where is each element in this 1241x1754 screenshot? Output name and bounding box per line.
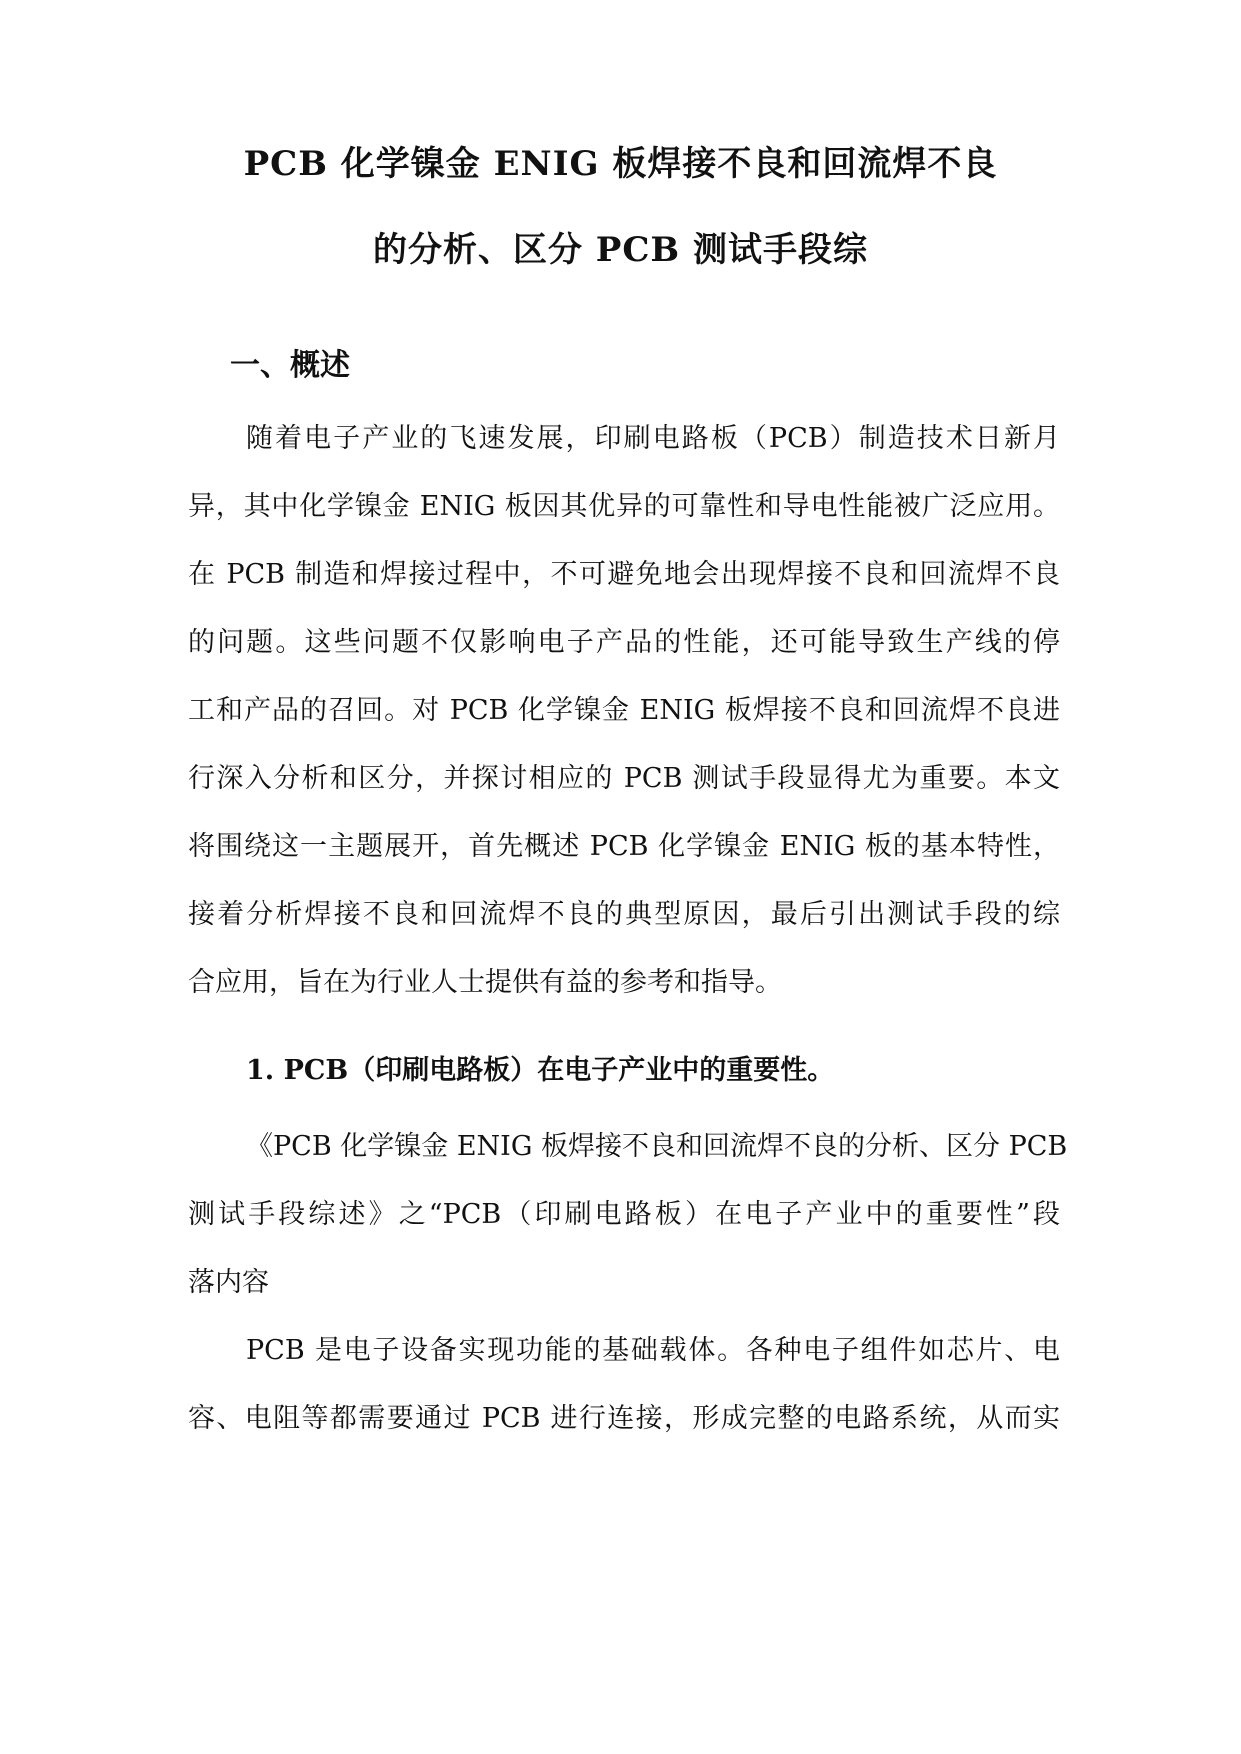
subsection-heading-pcb-importance: 1. PCB（印刷电路板）在电子产业中的重要性。 — [246, 1055, 835, 1086]
document-title-line-1: PCB 化学镍金 ENIG 板焊接不良和回流焊不良 — [243, 144, 998, 184]
paragraph-3-line-1: PCB 是电子设备实现功能的基础载体。各种电子组件如芯片、电 — [246, 1335, 1060, 1366]
paragraph-1-line-4: 的问题。这些问题不仅影响电子产品的性能，还可能导致生产线的停 — [188, 627, 1060, 658]
paragraph-1-line-8: 接着分析焊接不良和回流焊不良的典型原因，最后引出测试手段的综 — [188, 899, 1060, 930]
paragraph-2-line-1: 《PCB 化学镍金 ENIG 板焊接不良和回流焊不良的分析、区分 PCB — [246, 1131, 1068, 1162]
paragraph-1-line-3: 在 PCB 制造和焊接过程中，不可避免地会出现焊接不良和回流焊不良 — [188, 559, 1060, 590]
paragraph-1-line-6: 行深入分析和区分，并探讨相应的 PCB 测试手段显得尤为重要。本文 — [188, 763, 1060, 794]
document-title-line-2: 的分析、区分 PCB 测试手段综 — [372, 230, 869, 270]
paragraph-1-line-9: 合应用，旨在为行业人士提供有益的参考和指导。 — [188, 967, 782, 998]
paragraph-2-line-2: 测试手段综述》之“PCB（印刷电路板）在电子产业中的重要性”段 — [188, 1199, 1060, 1230]
paragraph-1-line-2: 异，其中化学镍金 ENIG 板因其优异的可靠性和导电性能被广泛应用。 — [188, 491, 1060, 522]
paragraph-2-line-3: 落内容 — [188, 1267, 269, 1298]
paragraph-1-line-1: 随着电子产业的飞速发展，印刷电路板（PCB）制造技术日新月 — [246, 423, 1060, 454]
section-heading-overview: 一、概述 — [230, 348, 350, 383]
paragraph-1-line-7: 将围绕这一主题展开，首先概述 PCB 化学镍金 ENIG 板的基本特性， — [188, 831, 1060, 862]
paragraph-1-line-5: 工和产品的召回。对 PCB 化学镍金 ENIG 板焊接不良和回流焊不良进 — [188, 695, 1060, 726]
paragraph-3-line-2: 容、电阻等都需要通过 PCB 进行连接，形成完整的电路系统，从而实 — [188, 1403, 1060, 1434]
